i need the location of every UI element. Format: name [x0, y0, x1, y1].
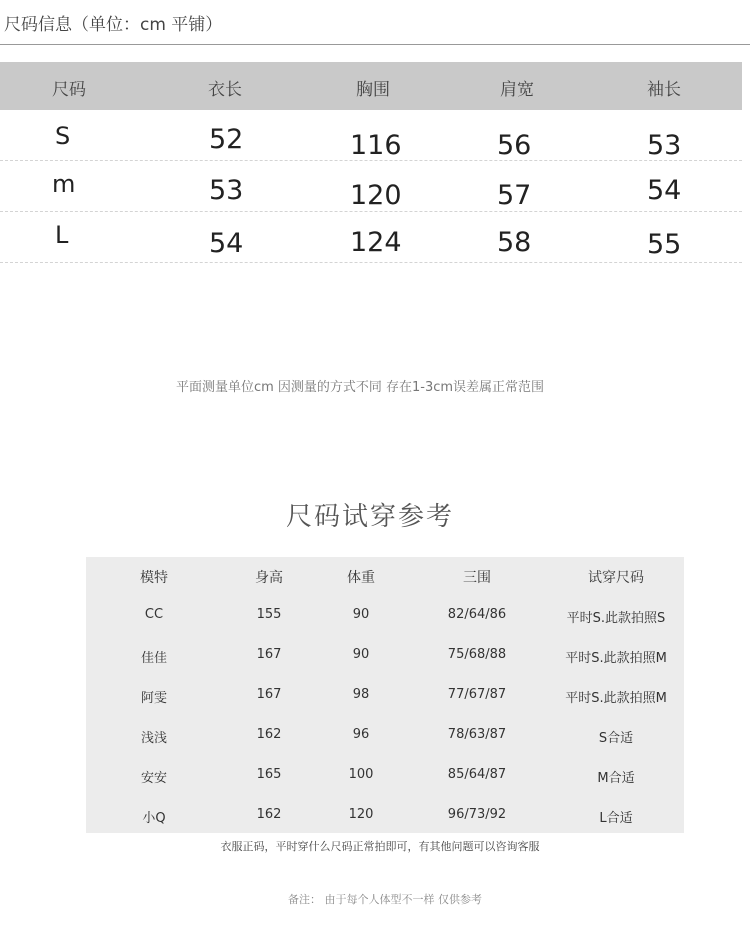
table-cell: 100: [348, 767, 374, 782]
table-cell: 平时S.此款拍照S: [566, 611, 666, 626]
fit-reference-title: 尺码试穿参考: [285, 502, 454, 532]
table-row: [0, 212, 742, 263]
table-cell: 120: [350, 180, 402, 211]
table-cell: 阿雯: [140, 691, 167, 706]
table-cell: 167: [256, 647, 282, 662]
table-row: [0, 161, 742, 212]
table-cell: 165: [256, 767, 282, 782]
table-cell: 53: [647, 130, 682, 161]
table-cell: 116: [350, 130, 402, 161]
table-cell: 98: [352, 687, 370, 702]
table-cell: 佳佳: [140, 651, 167, 666]
table-cell: 53: [209, 175, 244, 206]
table-cell: 85/64/87: [447, 767, 507, 782]
table-cell: 75/68/88: [447, 647, 507, 662]
table-cell: 90: [352, 607, 370, 622]
table-cell: 安安: [140, 771, 167, 786]
table-cell: 77/67/87: [447, 687, 507, 702]
table-cell: 82/64/86: [447, 607, 507, 622]
column-header-length: 衣长: [208, 80, 242, 100]
measurement-note: 平面测量单位cm 因测量的方式不同 存在1-3cm误差属正常范围: [175, 380, 545, 395]
fit-reference-table: [86, 557, 684, 833]
table-row: [86, 637, 684, 677]
table-row: [86, 797, 684, 837]
table-cell: 90: [352, 647, 370, 662]
table-cell: 124: [350, 227, 402, 258]
table-cell: M合适: [597, 771, 635, 786]
table-cell: 56: [497, 130, 532, 161]
table-cell: 57: [497, 180, 532, 211]
size-label: m: [52, 170, 76, 198]
fit-note: 衣服正码，平时穿什么尺码正常拍即可，有其他问题可以咨询客服: [220, 840, 540, 853]
fit-table-header: [86, 557, 684, 597]
table-row: [86, 597, 684, 637]
page-title: 尺码信息（单位：cm 平铺）: [4, 15, 223, 35]
column-header-height: 身高: [255, 570, 283, 586]
table-cell: 平时S.此款拍照M: [565, 651, 667, 666]
table-cell: CC: [144, 607, 164, 622]
column-header-model: 模特: [140, 570, 168, 586]
size-table-header: [0, 62, 742, 110]
table-cell: 96: [352, 727, 370, 742]
table-cell: 120: [348, 807, 374, 822]
column-header-sleeve: 袖长: [647, 80, 681, 100]
table-cell: 96/73/92: [447, 807, 507, 822]
table-cell: S合适: [598, 731, 634, 746]
size-table: [0, 62, 742, 263]
column-header-size: 尺码: [52, 80, 86, 100]
table-cell: 小Q: [142, 811, 166, 826]
column-header-weight: 体重: [347, 570, 375, 586]
table-cell: 155: [256, 607, 282, 622]
size-label: L: [55, 221, 69, 249]
size-label: S: [55, 122, 71, 150]
table-cell: 浅浅: [140, 731, 167, 746]
table-cell: 52: [209, 124, 244, 155]
table-row: [0, 110, 742, 161]
table-cell: 54: [647, 175, 682, 206]
header-divider: [0, 44, 750, 45]
table-cell: 162: [256, 807, 282, 822]
column-header-fit-size: 试穿尺码: [588, 570, 644, 586]
table-cell: L合适: [599, 811, 633, 826]
table-cell: 58: [497, 227, 532, 258]
table-cell: 平时S.此款拍照M: [565, 691, 667, 706]
table-cell: 78/63/87: [447, 727, 507, 742]
table-row: [86, 757, 684, 797]
column-header-shoulder: 肩宽: [500, 80, 534, 100]
table-cell: 55: [647, 229, 682, 260]
column-header-chest: 胸围: [356, 80, 390, 100]
column-header-measurements: 三围: [463, 570, 491, 586]
table-cell: 167: [256, 687, 282, 702]
table-row: [86, 717, 684, 757]
table-row: [86, 677, 684, 717]
table-cell: 162: [256, 727, 282, 742]
table-cell: 54: [209, 228, 244, 259]
remark-note: 备注： 由于每个人体型不一样 仅供参考: [288, 893, 482, 906]
